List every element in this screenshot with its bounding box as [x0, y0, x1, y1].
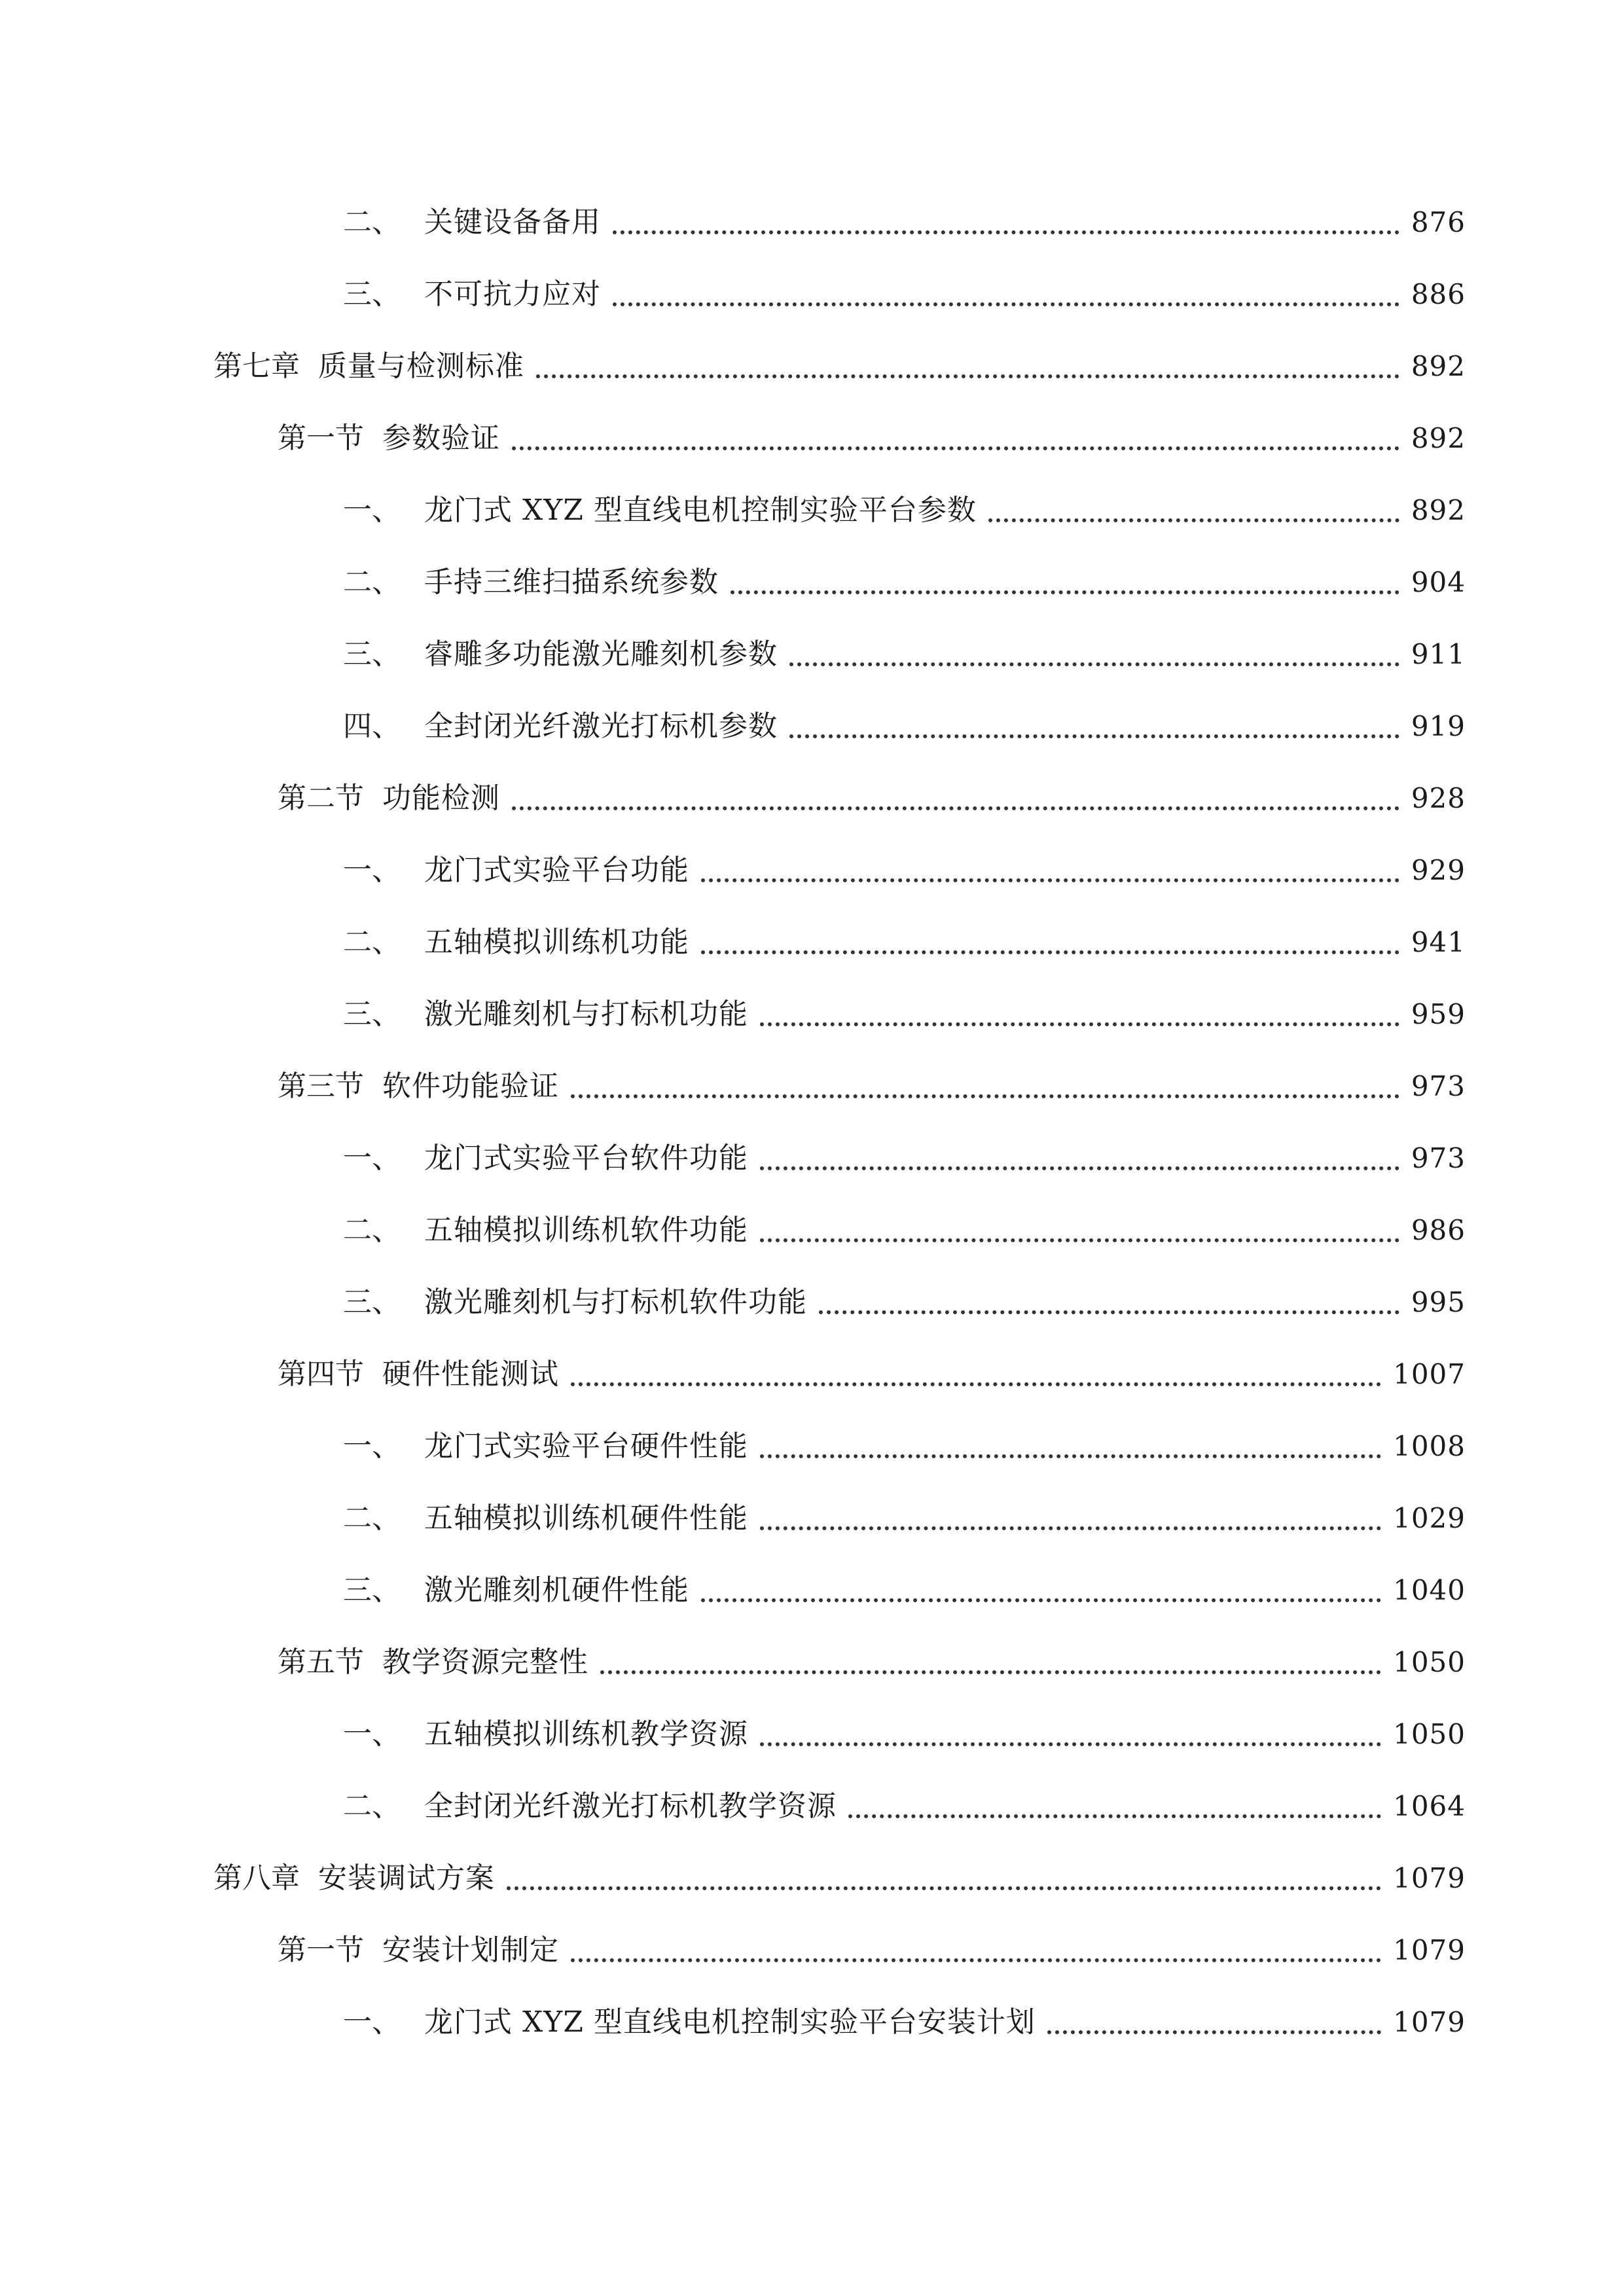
dot-leader [512, 806, 1399, 810]
dot-leader [760, 1022, 1399, 1026]
toc-entry-page: 1040 [1393, 1574, 1466, 1606]
toc-entry[interactable] [343, 982, 1466, 1034]
toc-entry-title: 关键设备备用 [424, 206, 601, 239]
toc-entry-number: 二、 [343, 925, 401, 959]
toc-entry[interactable] [343, 910, 1466, 962]
toc-entry-title: 睿雕多功能激光雕刻机参数 [424, 637, 778, 671]
toc-entry-page: 1050 [1393, 1718, 1466, 1750]
toc-entry[interactable] [343, 1198, 1466, 1250]
toc-entry-page: 1008 [1393, 1430, 1466, 1462]
toc-entry-page: 1007 [1393, 1358, 1466, 1390]
toc-entry-number: 三、 [343, 997, 401, 1031]
dot-leader [819, 1310, 1399, 1314]
toc-entry-title: 龙门式实验平台功能 [424, 853, 689, 887]
dot-leader [507, 1886, 1381, 1890]
toc-entry-title: 软件功能验证 [382, 1069, 559, 1103]
dot-leader [988, 518, 1399, 522]
toc-entry-number: 三、 [343, 1573, 401, 1607]
toc-entry-number: 第三节 [278, 1069, 364, 1103]
toc-entry-title: 激光雕刻机硬件性能 [424, 1573, 689, 1607]
toc-section-entry[interactable] [278, 406, 1466, 458]
toc-entry-number: 第四节 [278, 1357, 364, 1391]
toc-entry[interactable] [343, 190, 1466, 242]
toc-entry-number: 第一节 [278, 422, 364, 455]
toc-entry[interactable] [343, 694, 1466, 746]
toc-entry-page: 959 [1411, 998, 1466, 1030]
toc-entry[interactable] [343, 262, 1466, 314]
toc-entry-page: 904 [1411, 566, 1466, 598]
dot-leader [760, 1166, 1399, 1170]
toc-entry-title: 安装调试方案 [318, 1861, 495, 1895]
toc-entry-page: 892 [1411, 422, 1466, 454]
toc-entry[interactable] [343, 1558, 1466, 1610]
toc-entry-title: 手持三维扫描系统参数 [424, 565, 719, 599]
toc-section-entry[interactable] [278, 1918, 1466, 1970]
dot-leader [701, 950, 1399, 954]
toc-entry-title: 全封闭光纤激光打标机教学资源 [424, 1789, 837, 1823]
toc-entry-page: 1079 [1393, 1862, 1466, 1894]
dot-leader [571, 1382, 1381, 1386]
toc-entry[interactable] [343, 1126, 1466, 1178]
dot-leader [512, 446, 1399, 450]
dot-leader [571, 1094, 1399, 1098]
toc-entry-number: 一、 [343, 1717, 401, 1751]
toc-entry-number: 三、 [343, 637, 401, 671]
toc-entry-page: 928 [1411, 782, 1466, 814]
toc-entry-page: 919 [1411, 710, 1466, 742]
toc-entry[interactable] [343, 1486, 1466, 1538]
toc-entry-number: 二、 [343, 1789, 401, 1823]
toc-entry-page: 876 [1411, 206, 1466, 238]
toc-chapter-entry[interactable] [213, 1846, 1466, 1898]
dot-leader [613, 302, 1399, 306]
dot-leader [848, 1814, 1381, 1818]
toc-entry-title: 五轴模拟训练机硬件性能 [424, 1501, 748, 1535]
toc-entry-title: 激光雕刻机与打标机功能 [424, 997, 748, 1031]
toc-entry[interactable] [343, 550, 1466, 602]
dot-leader [613, 230, 1399, 234]
toc-entry-page: 911 [1411, 638, 1466, 670]
toc-entry-page: 986 [1411, 1214, 1466, 1246]
toc-entry-title: 五轴模拟训练机软件功能 [424, 1213, 748, 1247]
toc-entry-number: 第七章 [213, 350, 300, 383]
toc-entry-number: 第五节 [278, 1645, 364, 1679]
toc-entry-number: 一、 [343, 853, 401, 887]
toc-entry-number: 一、 [343, 1141, 401, 1175]
dot-leader [1047, 2030, 1381, 2034]
toc-entry-title: 教学资源完整性 [382, 1645, 588, 1679]
toc-entry[interactable] [343, 1702, 1466, 1754]
toc-section-entry[interactable] [278, 766, 1466, 818]
toc-entry[interactable] [343, 838, 1466, 890]
toc-entry-title: 激光雕刻机与打标机软件功能 [424, 1285, 807, 1319]
dot-leader [789, 662, 1399, 666]
toc-section-entry[interactable] [278, 1342, 1466, 1394]
toc-entry-number: 第一节 [278, 1933, 364, 1967]
toc-entry-page: 1079 [1393, 2006, 1466, 2038]
toc-entry-title: 质量与检测标准 [318, 350, 524, 383]
toc-entry[interactable] [343, 1774, 1466, 1826]
toc-entry-title: 参数验证 [382, 422, 500, 455]
dot-leader [731, 590, 1399, 594]
toc-entry-title: 五轴模拟训练机教学资源 [424, 1717, 748, 1751]
toc-entry-title: 五轴模拟训练机功能 [424, 925, 689, 959]
toc-entry-title: 不可抗力应对 [424, 278, 601, 311]
toc-entry-page: 929 [1411, 854, 1466, 886]
dot-leader [760, 1238, 1399, 1242]
toc-entry-page: 1064 [1393, 1790, 1466, 1822]
toc-entry-number: 二、 [343, 565, 401, 599]
toc-section-entry[interactable] [278, 1630, 1466, 1682]
toc-entry-title: 龙门式实验平台硬件性能 [424, 1429, 748, 1463]
dot-leader [536, 374, 1399, 378]
dot-leader [760, 1526, 1381, 1530]
toc-entry-number: 第八章 [213, 1861, 300, 1895]
toc-entry-page: 892 [1411, 350, 1466, 382]
toc-entry-page: 886 [1411, 278, 1466, 310]
toc-entry-number: 二、 [343, 1501, 401, 1535]
toc-entry-number: 三、 [343, 1285, 401, 1319]
toc-entry-number: 第二节 [278, 781, 364, 815]
toc-entry-title: 功能检测 [382, 781, 500, 815]
toc-entry-page: 1029 [1393, 1502, 1466, 1534]
dot-leader [600, 1670, 1381, 1674]
toc-entry-page: 973 [1411, 1142, 1466, 1174]
toc-entry-page: 941 [1411, 926, 1466, 958]
toc-entry[interactable] [343, 1990, 1466, 2042]
dot-leader [760, 1454, 1381, 1458]
toc-entry-page: 973 [1411, 1070, 1466, 1102]
toc-entry-title: 硬件性能测试 [382, 1357, 559, 1391]
toc-section-entry[interactable] [278, 1054, 1466, 1106]
toc-entry-title: 龙门式实验平台软件功能 [424, 1141, 748, 1175]
toc-entry[interactable] [343, 622, 1466, 674]
toc-entry-page: 1050 [1393, 1646, 1466, 1678]
toc-entry-number: 一、 [343, 2005, 401, 2039]
dot-leader [701, 878, 1399, 882]
toc-entry-title: 安装计划制定 [382, 1933, 559, 1967]
dot-leader [760, 1742, 1381, 1746]
toc-entry[interactable] [343, 1270, 1466, 1322]
toc-entry-page: 995 [1411, 1286, 1466, 1318]
toc-entry-page: 1079 [1393, 1934, 1466, 1966]
dot-leader [571, 1958, 1381, 1962]
toc-entry-number: 三、 [343, 278, 401, 311]
toc-entry-title: 龙门式 XYZ 型直线电机控制实验平台参数 [424, 493, 977, 527]
dot-leader [701, 1598, 1381, 1602]
toc-entry[interactable] [343, 1414, 1466, 1466]
toc-entry[interactable] [343, 478, 1466, 530]
toc-entry-number: 一、 [343, 1429, 401, 1463]
toc-entry-number: 二、 [343, 1213, 401, 1247]
toc-chapter-entry[interactable] [213, 334, 1466, 386]
toc-entry-page: 892 [1411, 494, 1466, 526]
toc-entry-title: 龙门式 XYZ 型直线电机控制实验平台安装计划 [424, 2005, 1036, 2039]
toc-entry-number: 一、 [343, 493, 401, 527]
toc-entry-number: 四、 [343, 709, 401, 743]
dot-leader [789, 734, 1399, 738]
toc-entry-number: 二、 [343, 206, 401, 239]
toc-entry-title: 全封闭光纤激光打标机参数 [424, 709, 778, 743]
